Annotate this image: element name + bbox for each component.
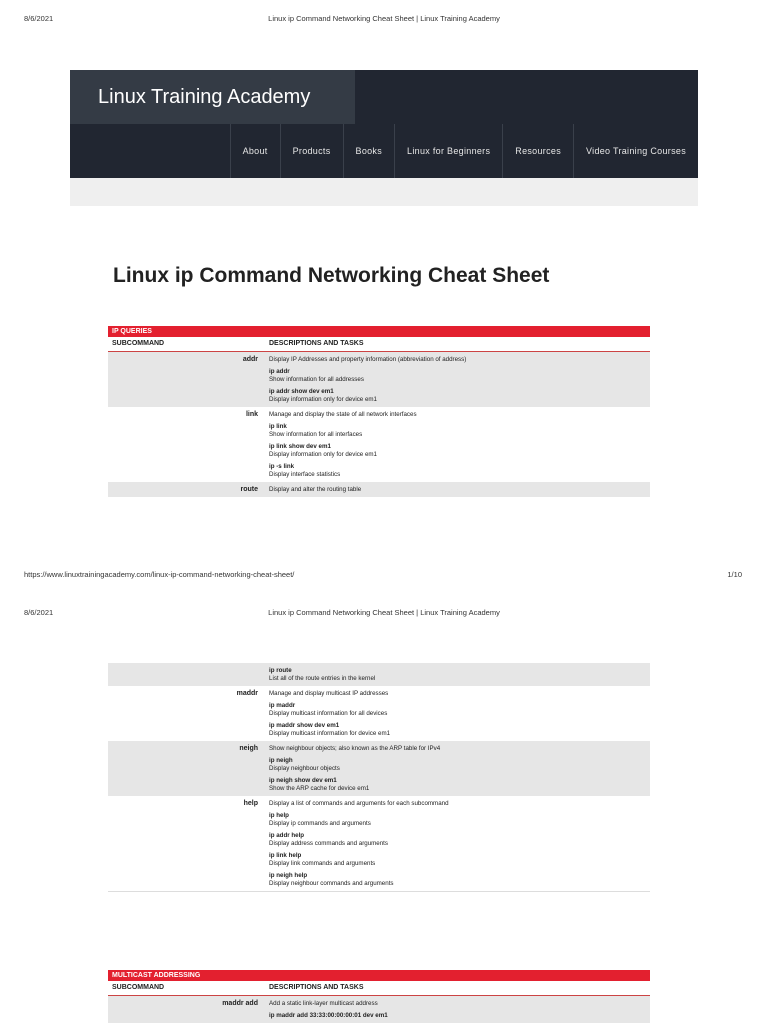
print-date: 8/6/2021 bbox=[24, 14, 54, 23]
table-row bbox=[108, 796, 650, 891]
subcommand: addr bbox=[242, 356, 258, 363]
example bbox=[269, 1012, 388, 1020]
col-subcommand: SUBCOMMAND bbox=[112, 984, 165, 991]
table-row bbox=[108, 663, 650, 686]
section-title: MULTICAST ADDRESSING bbox=[108, 970, 650, 981]
nav-products[interactable]: Products bbox=[280, 124, 343, 178]
example-command: ip neigh bbox=[269, 757, 293, 764]
example-description: Display ip commands and arguments bbox=[269, 820, 371, 827]
description-cell bbox=[269, 667, 375, 683]
example-description: Display neighbour objects bbox=[269, 765, 340, 772]
example-description: Display information only for device em1 bbox=[269, 451, 377, 458]
example bbox=[269, 722, 390, 738]
description-cell bbox=[269, 1000, 388, 1020]
example-description: Display address commands and arguments bbox=[269, 840, 388, 847]
example-command: ip maddr bbox=[269, 702, 296, 709]
description: Manage and display the state of all network interfaces bbox=[269, 411, 417, 418]
example bbox=[269, 812, 449, 828]
print-url: https://www.linuxtrainingacademy.com/linux-ip-command-networking-cheat-sheet/ bbox=[24, 570, 295, 579]
table-header bbox=[108, 981, 650, 996]
ip-queries-table-continued bbox=[108, 663, 650, 892]
nav-video-training-courses[interactable]: Video Training Courses bbox=[573, 124, 698, 178]
description-cell bbox=[269, 800, 449, 888]
main-nav bbox=[230, 124, 698, 178]
example-description: Display information only for device em1 bbox=[269, 396, 377, 403]
example-description: Display multicast information for all devices bbox=[269, 710, 388, 717]
example-command: ip help bbox=[269, 812, 289, 819]
example-description: Show information for all addresses bbox=[269, 376, 364, 383]
print-date-2: 8/6/2021 bbox=[24, 608, 54, 617]
example-command: ip -s link bbox=[269, 463, 295, 470]
table-row bbox=[108, 407, 650, 482]
table-row bbox=[108, 686, 650, 741]
example-description: Display interface statistics bbox=[269, 471, 341, 478]
nav-about[interactable]: About bbox=[230, 124, 280, 178]
example-description: Display multicast information for device em1 bbox=[269, 730, 391, 737]
example-command: ip link show dev em1 bbox=[269, 443, 331, 450]
example-command: ip addr bbox=[269, 368, 290, 375]
example-description: Show information for all interfaces bbox=[269, 431, 363, 438]
example-command: ip maddr add 33:33:00:00:00:01 dev em1 bbox=[269, 1012, 388, 1019]
example bbox=[269, 463, 417, 479]
example-command: ip route bbox=[269, 667, 292, 674]
example bbox=[269, 667, 375, 683]
example-description: Show the ARP cache for device em1 bbox=[269, 785, 370, 792]
example-description: Display neighbour commands and arguments bbox=[269, 880, 394, 887]
header-strip bbox=[70, 178, 698, 206]
table-row bbox=[108, 482, 650, 497]
page-title: Linux ip Command Networking Cheat Sheet bbox=[113, 264, 550, 287]
subcommand: neigh bbox=[239, 745, 258, 752]
example-command: ip link help bbox=[269, 852, 302, 859]
col-descriptions: DESCRIPTIONS AND TASKS bbox=[269, 984, 364, 991]
nav-linux-for-beginners[interactable]: Linux for Beginners bbox=[394, 124, 502, 178]
subcommand: maddr add bbox=[222, 1000, 258, 1007]
col-subcommand: SUBCOMMAND bbox=[112, 340, 165, 347]
example-command: ip neigh help bbox=[269, 872, 308, 879]
description: Display IP Addresses and property information (abbreviation of address) bbox=[269, 356, 467, 363]
example-command: ip link bbox=[269, 423, 287, 430]
ip-queries-table bbox=[108, 326, 650, 497]
example bbox=[269, 777, 440, 793]
table-row bbox=[108, 352, 650, 407]
description-cell bbox=[269, 411, 417, 479]
example-command: ip maddr show dev em1 bbox=[269, 722, 340, 729]
site-logo[interactable]: Linux Training Academy bbox=[70, 70, 355, 124]
example bbox=[269, 702, 390, 718]
print-title-2: Linux ip Command Networking Cheat Sheet | Linux Training Academy bbox=[268, 608, 500, 617]
table-header bbox=[108, 337, 650, 352]
example-command: ip neigh show dev em1 bbox=[269, 777, 337, 784]
table-row bbox=[108, 996, 650, 1023]
description-cell bbox=[269, 690, 390, 738]
section-title: IP QUERIES bbox=[108, 326, 650, 337]
table-row bbox=[108, 741, 650, 796]
subcommand: link bbox=[245, 411, 258, 418]
site-header bbox=[70, 70, 698, 178]
multicast-table bbox=[108, 970, 650, 1023]
subcommand: maddr bbox=[236, 690, 258, 697]
table-end-line bbox=[108, 891, 650, 892]
example bbox=[269, 368, 466, 384]
description: Display a list of commands and arguments for each subcommand bbox=[269, 800, 449, 807]
print-title: Linux ip Command Networking Cheat Sheet | Linux Training Academy bbox=[268, 14, 500, 23]
nav-books[interactable]: Books bbox=[343, 124, 395, 178]
example bbox=[269, 388, 466, 404]
description: Show neighbour objects; also known as the ARP table for IPv4 bbox=[269, 745, 441, 752]
page-number: 1/10 bbox=[727, 570, 742, 579]
example-description: List all of the route entries in the kernel bbox=[269, 675, 376, 682]
example-description: Display link commands and arguments bbox=[269, 860, 376, 867]
nav-resources[interactable]: Resources bbox=[502, 124, 573, 178]
description: Display and alter the routing table bbox=[269, 486, 362, 493]
example bbox=[269, 872, 449, 888]
example-command: ip addr help bbox=[269, 832, 305, 839]
subcommand: route bbox=[240, 486, 258, 493]
description: Add a static link-layer multicast address bbox=[269, 1000, 378, 1007]
subcommand: help bbox=[243, 800, 258, 807]
example-command: ip addr show dev em1 bbox=[269, 388, 334, 395]
description-cell bbox=[269, 486, 361, 494]
example bbox=[269, 832, 449, 848]
example bbox=[269, 852, 449, 868]
subcommand bbox=[108, 667, 258, 683]
description: Manage and display multicast IP addresses bbox=[269, 690, 389, 697]
description-cell bbox=[269, 356, 466, 404]
example bbox=[269, 443, 417, 459]
example bbox=[269, 423, 417, 439]
col-descriptions: DESCRIPTIONS AND TASKS bbox=[269, 340, 364, 347]
example bbox=[269, 757, 440, 773]
description-cell bbox=[269, 745, 440, 793]
